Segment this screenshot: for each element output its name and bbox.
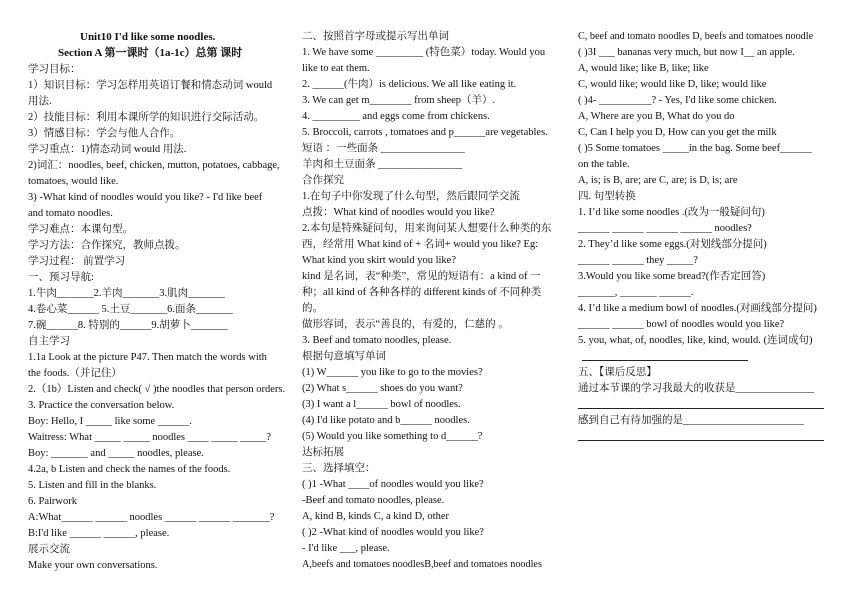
text-line: C, beef and tomato noodles D, beefs and tomatoes noodle	[578, 31, 814, 42]
answer-line	[578, 440, 824, 441]
text-line: 自主学习	[28, 336, 70, 347]
text-line: -Beef and tomato noodles, please.	[302, 495, 445, 506]
text-line: 6. Pairwork	[28, 496, 77, 507]
text-line: 三、选择填空：	[302, 463, 376, 474]
text-line: (5) Would you like something to d______?	[302, 431, 483, 442]
text-line: ( )3I ___ bananas very much, but now I__ an apple.	[578, 47, 795, 58]
text-line: 5. you, what, of, noodles, like, kind, would. (连词成句)	[578, 335, 813, 346]
text-line: 羊肉和土豆面条 ________________	[302, 159, 463, 170]
text-line: tomatoes, would like.	[28, 176, 119, 187]
text-line: A, would like; like B, like; like	[578, 63, 709, 74]
text-line: 做形容词，表示“善良的，有爱的，仁慈的 。	[302, 319, 509, 330]
text-line: 5. Broccoli, carrots , tomatoes and p______are vegetables.	[302, 127, 548, 138]
text-line: 达标拓展	[302, 447, 344, 458]
text-line: C, would like; would like D, like; would like	[578, 79, 767, 90]
text-line: like to eat them.	[302, 63, 370, 74]
answer-line	[578, 408, 824, 409]
answer-line	[582, 360, 748, 361]
text-line: 一、预习导航:	[28, 272, 94, 283]
text-line: 7.碗______8. 特别的______9.胡萝卜_______	[28, 320, 228, 331]
text-line: 1.在句子中你发现了什么句型，然后跟同学交流	[302, 191, 520, 202]
text-line: 2. They’d like some eggs.(对划线部分提问)	[578, 239, 767, 250]
text-line: 3）情感目标：学会与他人合作。	[28, 128, 181, 139]
text-line: 4. _________ and eggs come from chickens.	[302, 111, 490, 122]
text-line: the foods.（并记住）	[28, 368, 122, 379]
text-line: 通过本节课的学习我最大的收获是_______________	[578, 383, 815, 394]
text-line: 的。	[302, 303, 323, 314]
text-line: 3. Beef and tomato noodles, please.	[302, 335, 452, 346]
section-title: Section A 第一课时（1a-1c）总第 课时	[58, 47, 243, 59]
text-line: 学习难点：本课句型。	[28, 224, 133, 235]
text-line: 4.2a, b Listen and check the names of the foods.	[28, 464, 231, 475]
text-line: 2）技能目标：利用本课所学的知识进行交际活动。	[28, 112, 265, 123]
text-line: 2. ______(牛肉）is delicious. We all like eating it.	[302, 79, 517, 90]
text-line: 学习方法：合作探究，教师点拨。	[28, 240, 186, 251]
text-line: ______ ______ ______ ______ noodles?	[578, 223, 752, 234]
text-line: 合作探究	[302, 175, 344, 186]
text-line: 2)词汇：noodles, beef, chicken, mutton, potatoes, cabbage,	[28, 160, 280, 171]
text-line: 1. We have some _________ (特色菜）today. Would you	[302, 47, 546, 58]
text-line: Boy: Hello, I _____ like some ______.	[28, 416, 192, 427]
text-line: ( )2 -What kind of noodles would you like?	[302, 527, 484, 538]
text-line: 2.本句是特殊疑问句，用来询问某人想要什么种类的东	[302, 223, 552, 234]
text-line: Make your own conversations.	[28, 560, 158, 571]
text-line: 种；all kind of 各种各样的 different kinds of 不同种类	[302, 287, 542, 298]
text-line: 3. Practice the conversation below.	[28, 400, 175, 411]
unit-title: Unit10 I'd like some noodles.	[80, 31, 216, 43]
section-heading: 五、【课后反思】	[578, 367, 657, 378]
text-line: (4) I'd like potato and b______ noodles.	[302, 415, 470, 426]
text-line: 1.1a Look at the picture P47. Then match the words with	[28, 352, 267, 363]
text-line: C, Can I help you D, How can you get the milk	[578, 127, 777, 138]
text-line: 二、按照首字母或提示写出单词	[302, 31, 449, 42]
text-line: 1）知识目标：学习怎样用英语订餐和情态动词 would	[28, 80, 273, 91]
text-line: 4.卷心菜______ 5.土豆_______6.面条_______	[28, 304, 233, 315]
text-line: ( )4- __________? - Yes, I'd like some chicken.	[578, 95, 777, 106]
text-line: (1) W______ you like to go to the movies?	[302, 367, 483, 378]
text-line: (3) I want a l______ bowl of noodles.	[302, 399, 461, 410]
text-line: 西，经常用 What kind of + 名词+ would you like? Eg:	[302, 239, 539, 250]
text-line: B:I'd like ______ ______, please.	[28, 528, 170, 539]
text-line: on the table.	[578, 159, 630, 170]
text-line: ( )5 Some tomatoes _____in the bag. Some beef______	[578, 143, 812, 154]
text-line: 学习过程： 前置学习	[28, 256, 126, 267]
text-line: 1. I’d like some noodles .(改为一般疑问句)	[578, 207, 765, 218]
text-line: 展示交流	[28, 544, 70, 555]
text-line: (2) What s______ shoes do you want?	[302, 383, 463, 394]
text-line: 点拨：What kind of noodles would you like?	[302, 207, 495, 218]
text-line: A, is; is B, are; are C, are; is D, is; are	[578, 175, 738, 186]
text-line: 3) -What kind of noodles would you like? - I'd like beef	[28, 192, 263, 203]
text-line: 学习重点：1)情态动词 would 用法.	[28, 144, 187, 155]
text-line: 1.牛肉_______2.羊肉_______3.肌肉_______	[28, 288, 225, 299]
text-line: Waitress: What _____ _____ noodles ____ _____ _____?	[28, 432, 272, 443]
text-line: ______ ______ they _____?	[578, 255, 698, 266]
text-line: 感到自己有待加强的是_______________________	[578, 415, 804, 426]
text-line: 3.Would you like some bread?(作否定回答)	[578, 271, 766, 282]
text-line: - I'd like ___, please.	[302, 543, 390, 554]
text-line: 用法.	[28, 96, 52, 107]
text-line: A,beefs and tomatoes noodlesB,beef and tomatoes noodles	[302, 559, 542, 570]
text-line: A:What______ ______ noodles ______ ______ _______?	[28, 512, 275, 523]
text-line: 短语 ：一些面条 ________________	[302, 143, 465, 154]
text-line: ______ ______ bowl of noodles would you like?	[578, 319, 785, 330]
text-line: 根据句意填写单词	[302, 351, 386, 362]
text-line: _______, _______ ______.	[578, 287, 694, 298]
text-line: kind 是名词，表“种类”，常见的短语有：a kind of 一	[302, 271, 541, 282]
text-line: 学习目标：	[28, 64, 81, 75]
text-line: 4. I’d like a medium bowl of noodles.(对画线部分提问)	[578, 303, 817, 314]
text-line: 5. Listen and fill in the blanks.	[28, 480, 157, 491]
text-line: 3. We can get m________ from sheep（羊）.	[302, 95, 496, 106]
text-line: A, Where are you B, What do you do	[578, 111, 735, 122]
text-line: and tomato noodles.	[28, 208, 113, 219]
text-line: What kind you skirt would you like?	[302, 255, 456, 266]
text-line: 2.（1b）Listen and check( √ )the noodles that person orders.	[28, 384, 286, 395]
text-line: 四. 句型转换	[578, 191, 636, 202]
text-line: ( )1 -What ____of noodles would you like?	[302, 479, 484, 490]
text-line: A, kind B, kinds C, a kind D, other	[302, 511, 449, 522]
text-line: Boy: _______ and _____ noodles, please.	[28, 448, 204, 459]
